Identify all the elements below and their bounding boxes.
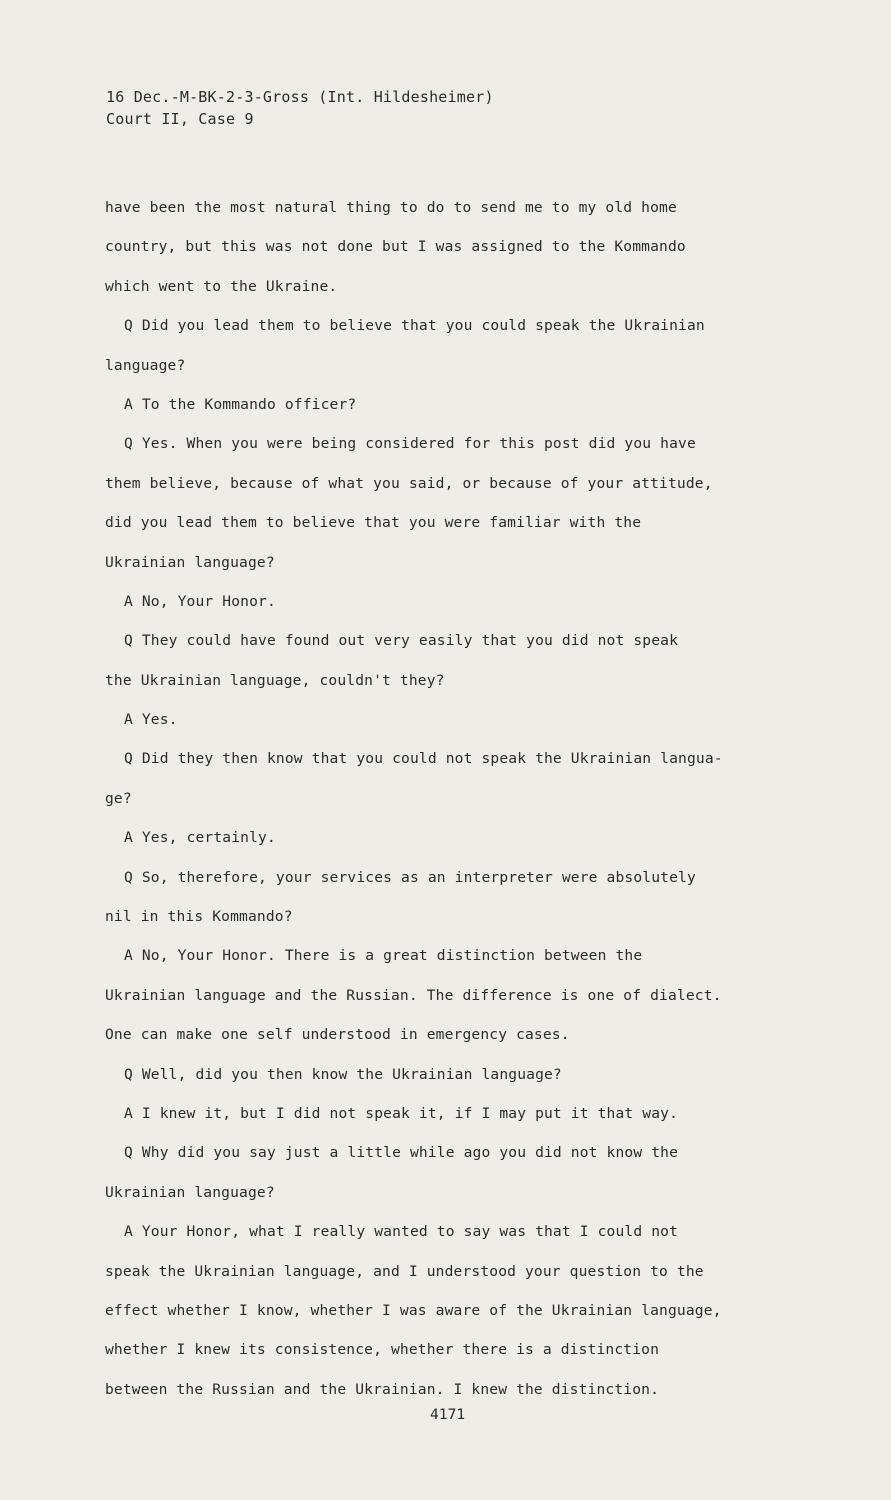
header-line-2: Court II, Case 9 [106, 110, 254, 128]
transcript-line: Ukrainian language? [105, 553, 275, 571]
transcript-line: the Ukrainian language, couldn't they? [105, 671, 445, 689]
page-number: 4171 [430, 1406, 466, 1423]
transcript-line: One can make one self understood in emergency cases. [105, 1026, 570, 1044]
transcript-line: A Yes. [124, 711, 178, 729]
transcript-line: them believe, because of what you said, or because of your attitude, [105, 474, 713, 492]
transcript-line: A To the Kommando officer? [124, 395, 357, 413]
transcript-line: between the Russian and the Ukrainian. I knew the distinction. [105, 1380, 660, 1398]
document-header [106, 86, 494, 130]
transcript-line: have been the most natural thing to do to send me to my old home [105, 199, 677, 216]
header-line-1: 16 Dec.-M-BK-2-3-Gross (Int. Hildesheimer) [106, 88, 494, 106]
transcript-line: nil in this Kommando? [105, 908, 293, 926]
transcript-line: Q Did they then know that you could not speak the Ukrainian langua- [124, 750, 723, 768]
transcript-line: speak the Ukrainian language, and I understood your question to the [105, 1262, 704, 1280]
transcript-line: A I knew it, but I did not speak it, if I may put it that way. [124, 1104, 679, 1122]
transcript-line: country, but this was not done but I was assigned to the Kommando [105, 238, 686, 256]
transcript-line: did you lead them to believe that you were familiar with the [105, 514, 642, 532]
transcript-line: Q They could have found out very easily that you did not speak [124, 632, 679, 650]
transcript-line: Q Why did you say just a little while ago you did not know the [124, 1144, 679, 1162]
transcript-line: Ukrainian language and the Russian. The difference is one of dialect. [105, 986, 722, 1004]
transcript-line: A Yes, certainly. [124, 829, 276, 847]
transcript-line: Q Did you lead them to believe that you could speak the Ukrainian [124, 317, 705, 335]
transcript-line: which went to the Ukraine. [105, 277, 338, 295]
transcript-line: effect whether I know, whether I was aware of the Ukrainian language, [105, 1301, 722, 1319]
transcript-line: Ukrainian language? [105, 1183, 275, 1201]
transcript-line: Q So, therefore, your services as an interpreter were absolutely [124, 868, 696, 886]
transcript-line: A No, Your Honor. There is a great distinction between the [124, 947, 643, 965]
transcript-line: Q Yes. When you were being considered for this post did you have [124, 435, 696, 453]
transcript-line: A No, Your Honor. [124, 592, 276, 610]
transcript-line: ge? [105, 789, 132, 807]
transcript-line: A Your Honor, what I really wanted to say was that I could not [124, 1223, 679, 1241]
transcript-body [105, 197, 805, 1418]
transcript-line: whether I knew its consistence, whether there is a distinction [105, 1341, 660, 1359]
transcript-line: language? [105, 356, 186, 374]
transcript-line: Q Well, did you then know the Ukrainian language? [124, 1065, 562, 1083]
